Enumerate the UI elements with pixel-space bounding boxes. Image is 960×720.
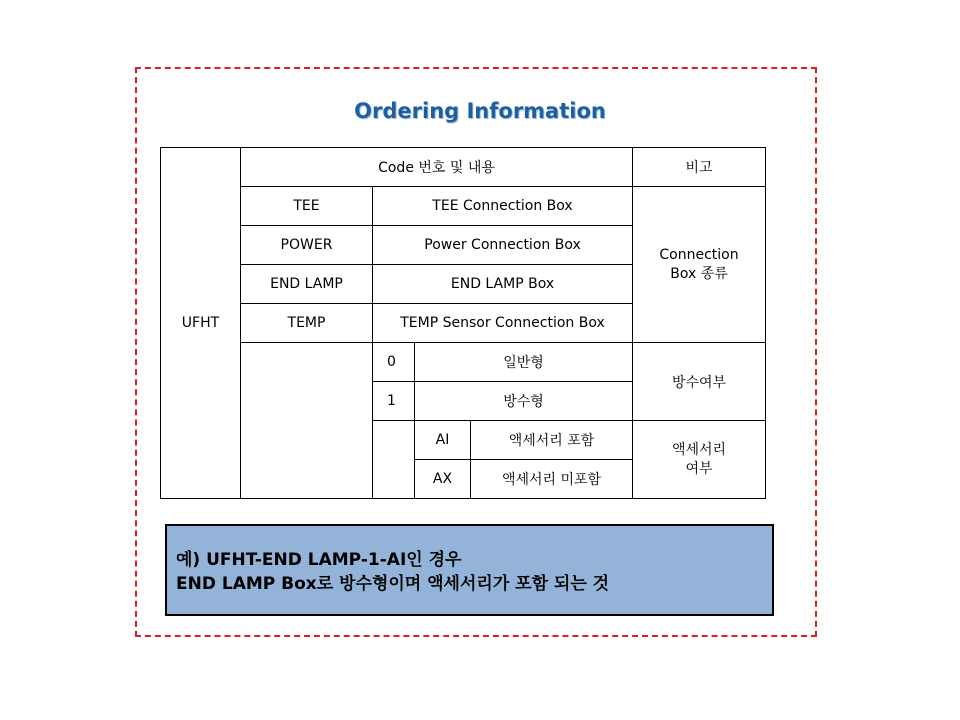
empty-cell xyxy=(241,343,373,499)
desc-cell: 액세서리 포함 xyxy=(471,421,633,460)
desc-cell: TEMP Sensor Connection Box xyxy=(373,304,633,343)
note-line-1: 예) UFHT-END LAMP-1-AI인 경우 xyxy=(176,550,462,570)
connection-note-cell xyxy=(633,187,766,343)
desc-cell: TEE Connection Box xyxy=(373,187,633,226)
accessory-note-cell xyxy=(633,421,766,499)
example-note-box xyxy=(165,524,774,616)
table-row xyxy=(161,343,766,382)
code-cell: 0 xyxy=(373,343,415,382)
table-header-row xyxy=(161,148,766,187)
code-cell: AX xyxy=(415,460,471,499)
desc-cell: END LAMP Box xyxy=(373,265,633,304)
code-cell: POWER xyxy=(241,226,373,265)
note-line-2: END LAMP Box로 방수형이며 액세서리가 포함 되는 것 xyxy=(176,574,610,594)
code-cell: AI xyxy=(415,421,471,460)
empty-cell xyxy=(373,421,415,499)
product-cell: UFHT xyxy=(161,148,241,499)
desc-cell: 액세서리 미포함 xyxy=(471,460,633,499)
connection-note: Connection Box 종류 xyxy=(659,246,739,282)
accessory-note: 액세서리 여부 xyxy=(671,441,727,477)
waterproof-note: 방수여부 xyxy=(633,343,766,421)
ordering-table xyxy=(160,147,766,499)
header-note: 비고 xyxy=(633,148,766,187)
table-row xyxy=(161,187,766,226)
header-code: Code 번호 및 내용 xyxy=(241,148,633,187)
code-cell: END LAMP xyxy=(241,265,373,304)
desc-cell: 일반형 xyxy=(415,343,633,382)
code-cell: TEE xyxy=(241,187,373,226)
code-cell: 1 xyxy=(373,382,415,421)
desc-cell: 방수형 xyxy=(415,382,633,421)
code-cell: TEMP xyxy=(241,304,373,343)
page-title: Ordering Information xyxy=(354,99,606,123)
desc-cell: Power Connection Box xyxy=(373,226,633,265)
